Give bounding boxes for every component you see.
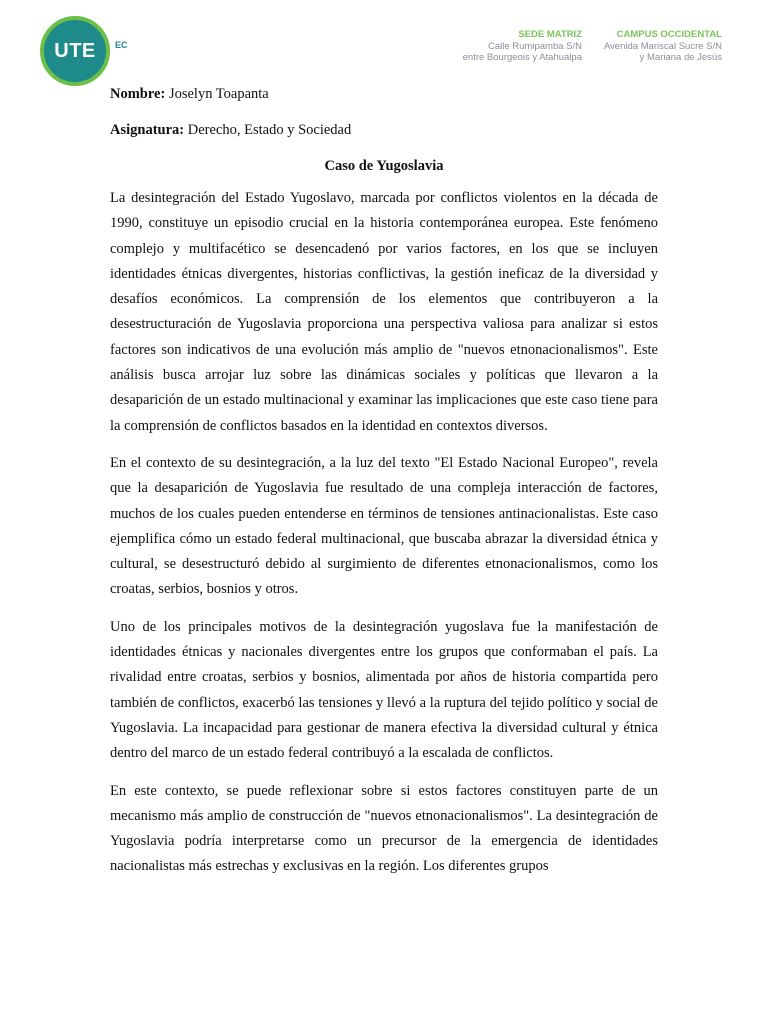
campus-occidental-address [604,29,722,64]
paragraph: La desintegración del Estado Yugoslavo, marcada por conflictos violentos en la década de 1990, constituye un episodio crucial en la historia contemporánea europea. Este fenómeno complejo y multifacético se desencadenó por varios factores, en los que se incluyen identidades étnicas divergentes, historias conflictivas, la gestión ineficaz de la diversidad y desafíos económicos. La comprensión de los elementos que contribuyeron a la desestructuración de Yugoslavia proporciona una perspectiva valiosa para analizar si estos factores son indicativos de una evolución más amplio de "nuevos etnonacionalismos". Este análisis busca arrojar luz sobre las dinámicas sociales y políticas que llevaron a la desaparición de un estado multinacional y examinar las implicaciones que este caso tiene para la comprensión de conflictos basados en la identidad en contextos diversos. [110,190,658,434]
paragraph: En el contexto de su desintegración, a la luz del texto "El Estado Nacional Europeo", revela que la desaparición de Yugoslavia fue resultado de una compleja interacción de factores, muchos de los cuales pueden entenderse en términos de tensiones antinacionalistas. Este caso ejemplifica cómo un estado federal multinacional, que buscaba abrazar la diversidad étnica y cultural, se desestructuró debido al surgimiento de diferentes etnonacionalismos, como los croatas, serbios, bosnios y otros. [110,454,658,598]
document-body [110,84,658,892]
paragraph: Uno de los principales motivos de la desintegración yugoslava fue la manifestación de identidades étnicas y nacionales divergentes entre los grupos que conformaban el país. La rivalidad entre croatas, serbios y bosnios, alimentada por años de historia compartida pero también de conflictos, exacerbó las tensiones y llevó a la ruptura del tejido político y social de Yugoslavia. La incapacidad para gestionar de manera efectiva la diversidad cultural y étnica dentro del marco de un estado federal contribuyó a la escalada de conflictos. [110,618,658,762]
document-title: Caso de Yugoslavia [324,158,444,174]
campus-occidental-line2: y Mariana de Jesús [639,52,722,63]
name-value: Joselyn Toapanta [168,86,269,102]
campus-matriz-address [463,29,582,64]
campus-occidental-title: CAMPUS OCCIDENTAL [616,29,722,40]
name-label: Nombre: [110,86,166,102]
subject-label: Asignatura: [110,122,185,138]
logo-suffix: EC [115,40,128,50]
name-field [110,84,658,104]
campus-occidental-line1: Avenida Mariscal Sucre S/N [603,40,722,52]
paragraph: En este contexto, se puede reflexionar sobre si estos factores constituyen parte de un mecanismo más amplio de construcción de "nuevos etnonacionalismos". La desintegración de Yugoslavia podría interpretarse como un precursor de la emergencia de identidades nacionalistas más estrechas y exclusivas en la región. Los diferentes grupos [110,782,658,875]
campus-matriz-title: SEDE MATRIZ [518,29,582,40]
campus-matriz-line1: Calle Rumipamba S/N [488,40,582,52]
subject-field [110,120,658,140]
logo-circle [40,16,110,86]
subject-value: Derecho, Estado y Sociedad [187,122,352,138]
logo-text: UTE [54,39,96,62]
ute-logo [40,16,132,86]
campus-matriz-line2: entre Bourgeois y Atahualpa [462,52,582,63]
